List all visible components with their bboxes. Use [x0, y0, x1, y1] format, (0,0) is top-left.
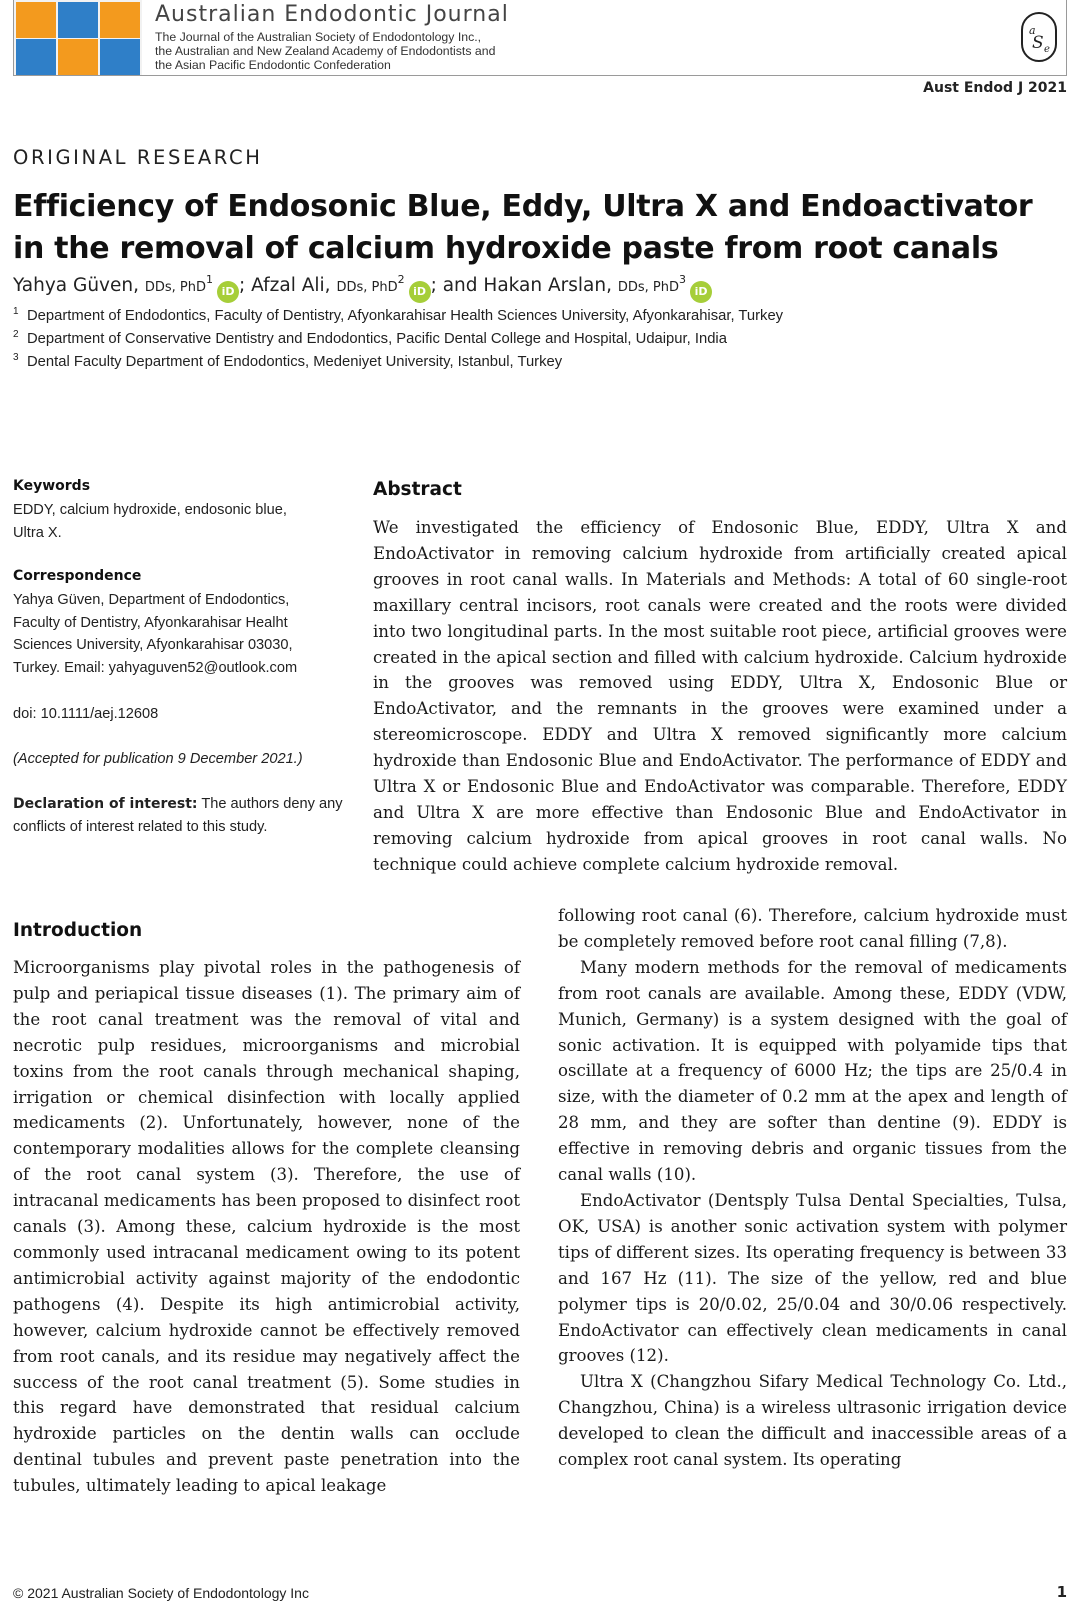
- logo-square: [100, 39, 140, 75]
- body-paragraph: Ultra X (Changzhou Sifary Medical Technology Co. Ltd., Changzhou, China) is a wireless ultrasonic irrigation device developed to clean the difficult and inaccessible areas of a complex root canal system. Its operating: [558, 1372, 1067, 1470]
- doi[interactable]: doi: 10.1111/aej.12608: [13, 706, 159, 722]
- author-name: Afzal Ali: [251, 275, 325, 296]
- journal-name: Australian Endodontic Journal: [155, 2, 509, 27]
- body-column-right: [558, 903, 1067, 1473]
- author-affiliation-ref: 1: [206, 273, 214, 286]
- logo-square: [16, 39, 56, 75]
- journal-affiliation-line: The Journal of the Australian Society of Endodontology Inc.,: [155, 30, 482, 44]
- affiliation-text: Department of Endodontics, Faculty of Dentistry, Afyonkarahisar Health Sciences University, Afyonkarahisar, Turkey: [27, 308, 784, 324]
- svg-text:S: S: [1032, 33, 1044, 53]
- ase-society-logo-icon: [1021, 12, 1057, 62]
- orcid-icon[interactable]: iD: [409, 281, 431, 303]
- abstract-text: We investigated the efficiency of Endosonic Blue, EDDY, Ultra X and EndoActivator in removing calcium hydroxide from artificially created apical grooves in root canal walls. In Materials and Methods: A total of 60 single-root maxillary central incisors, root canals were created and the roots were divided into two longitudinal parts. In the most suitable root piece, artificial grooves were created in the apical section and filled with calcium hydroxide. Calcium hydroxide in the grooves was removed using EDDY, Ultra X, Endosonic Blue or EndoActivator, and the remnants in the grooves were examined under a stereomicroscope. EDDY and Ultra X removed significantly more calcium hydroxide than Endosonic Blue and EndoActivator. The performance of EDDY and Ultra X or Endosonic Blue and EndoActivator was comparable. Therefore, EDDY and Ultra X are more effective than Endosonic Blue and EndoActivator in removing calcium hydroxide from apical grooves in root canal walls. No technique could achieve complete calcium hydroxide removal.: [373, 518, 1067, 874]
- author-separator: ;: [239, 275, 246, 296]
- author-separator: ; and: [430, 275, 478, 296]
- declaration-text: The authors deny any conflicts of interest related to this study.: [13, 796, 343, 835]
- keywords-heading: Keywords: [13, 478, 91, 494]
- orcid-icon[interactable]: iD: [690, 281, 712, 303]
- affiliation: [13, 352, 562, 370]
- affiliation-text: Dental Faculty Department of Endodontics, Medeniyet University, Istanbul, Turkey: [27, 354, 563, 370]
- logo-square: [16, 2, 56, 38]
- affiliation: [13, 329, 727, 347]
- keywords-text: EDDY, calcium hydroxide, endosonic blue, Ultra X.: [13, 502, 287, 541]
- journal-affiliation-line: the Australian and New Zealand Academy of Endodontists and: [155, 44, 496, 58]
- author-degree: DDs, PhD: [336, 280, 398, 295]
- affiliation-number: 3: [13, 352, 19, 363]
- author-name: Yahya Güven: [13, 275, 134, 296]
- journal-header: [13, 0, 1067, 76]
- author-name: Hakan Arslan: [483, 275, 607, 296]
- svg-text:a: a: [1029, 24, 1036, 37]
- affiliation: [13, 306, 783, 324]
- body-paragraph: EndoActivator (Dentsply Tulsa Dental Specialties, Tulsa, OK, USA) is another sonic activation system with polymer tips of different sizes. Its operating frequency is between 33 and 167 Hz (11). The size of the yellow, red and blue polymer tips is 20/0.02, 25/0.04 and 30/0.06 respectively. EndoActivator can effectively clean medicaments in canal grooves (12).: [558, 1190, 1067, 1366]
- article-title: Efficiency of Endosonic Blue, Eddy, Ultra X and Endoactivator in the removal of calcium hydroxide paste from root canals: [13, 189, 1033, 266]
- author-degree: DDs, PhD: [617, 280, 680, 295]
- affiliation-number: 2: [13, 329, 19, 340]
- affiliation-text: Department of Conservative Dentistry and Endodontics, Pacific Dental College and Hospital, Udaipur, India: [27, 331, 727, 347]
- correspondence-heading: Correspondence: [13, 568, 142, 584]
- author-degree: DDs, PhD: [144, 280, 207, 295]
- article-type-label: ORIGINAL RESEARCH: [13, 146, 263, 169]
- body-column-left: Microorganisms play pivotal roles in the pathogenesis of pulp and periapical tissue diseases (1). The primary aim of the root canal treatment was the removal of vital and necrotic pulp residues, microorganisms and microbial toxins from the root canals through mechanical shaping, irrigation or chemical disinfection with locally applied medicaments (2). Unfortunately, however, none of the contemporary modalities allows for the complete cleansing of the root canal system (3). Therefore, the use of intracanal medicaments has been proposed to disinfect root canals (3). Among these, calcium hydroxide is the most commonly used intracanal medicament owing to its potent antimicrobial activity against majority of the endodontic pathogens (4). Despite its high antimicrobial activity, however, calcium hydroxide cannot be effectively removed from root canals, and its residue may negatively affect the success of the root canal treatment (5). Some studies in this regard have demonstrated that residual calcium hydroxide particles on the dentin walls can occlude dentinal tubules and prevent paste penetration into the tubules, ultimately leading to apical leakage: [13, 958, 520, 1496]
- body-paragraph: following root canal (6). Therefore, calcium hydroxide must be completely removed before root canal filling (7,8).: [558, 906, 1067, 951]
- journal-citation: Aust Endod J 2021: [923, 80, 1067, 96]
- declaration-of-interest: [13, 793, 343, 838]
- declaration-heading: Declaration of interest:: [13, 796, 198, 812]
- svg-text:e: e: [1044, 44, 1050, 55]
- introduction-heading: Introduction: [13, 920, 143, 941]
- accepted-date: (Accepted for publication 9 December 2021.): [13, 751, 303, 767]
- author-list: Yahya Güven, DDs, PhD$^1$iD ; Afzal Ali, DDs, PhD$^2$iD ; and Hakan Arslan, DDs, PhD$^3$iD: [13, 273, 1067, 303]
- author-affiliation-ref: 3: [679, 273, 687, 286]
- correspondence-text: Yahya Güven, Department of Endodontics, Faculty of Dentistry, Afyonkarahisar Healht Sciences University, Afyonkarahisar 03030, Turkey. Email: yahyaguven52@outlook.com: [13, 592, 298, 676]
- abstract-heading: Abstract: [373, 479, 462, 500]
- logo-square: [100, 2, 140, 38]
- orcid-icon[interactable]: iD: [217, 281, 239, 303]
- page-number: 1: [1056, 1583, 1067, 1601]
- copyright-notice: © 2021 Australian Society of Endodontology Inc: [13, 1585, 309, 1601]
- logo-square: [58, 2, 98, 38]
- affiliation-number: 1: [13, 306, 19, 317]
- journal-affiliation-line: the Asian Pacific Endodontic Confederation: [155, 58, 391, 72]
- author-affiliation-ref: 2: [397, 273, 405, 286]
- journal-logo: [14, 0, 142, 75]
- body-paragraph: Many modern methods for the removal of medicaments from root canals are available. Among these, EDDY (VDW, Munich, Germany) is a system designed with the goal of sonic activation. It is equipped with polyamide tips that oscillate at a frequency of 6000 Hz; the tips are 25/0.4 in size, with the diameter of 0.2 mm at the apex and length of 28 mm, and they are softer than dentine (9). EDDY is effective in removing debris and organic tissues from the canal walls (10).: [558, 957, 1067, 1185]
- logo-square: [58, 39, 98, 75]
